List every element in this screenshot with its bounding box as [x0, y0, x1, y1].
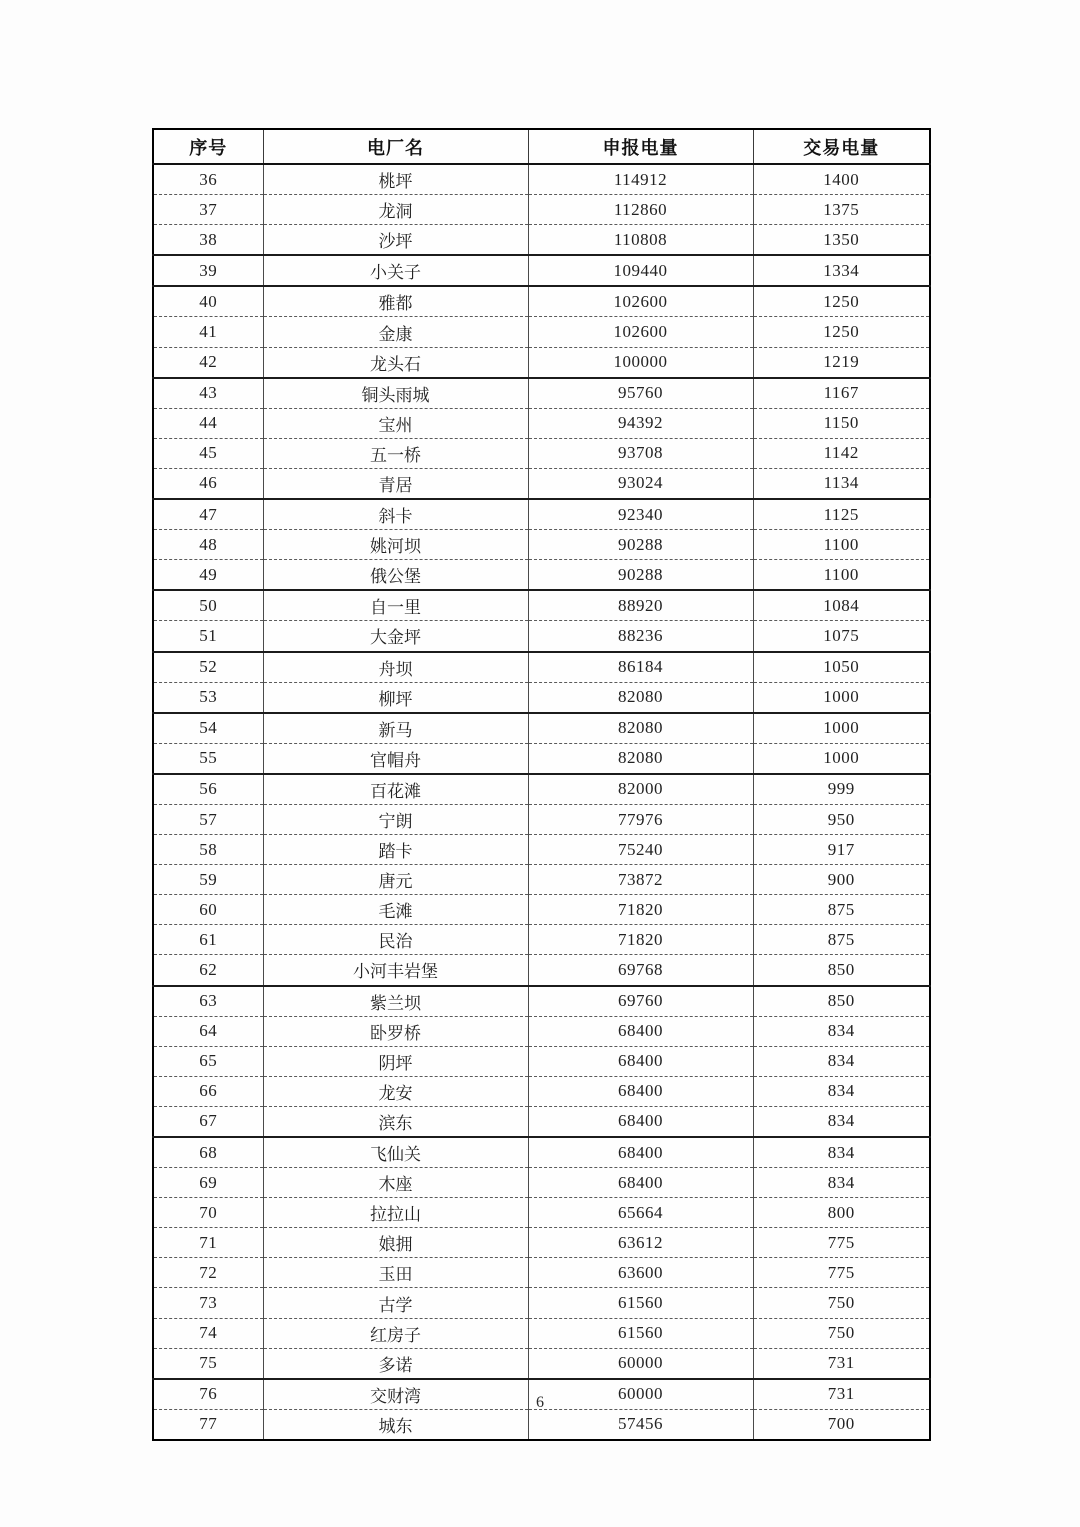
cell-index: 73	[153, 1288, 263, 1318]
cell-index: 41	[153, 317, 263, 347]
cell-index: 42	[153, 347, 263, 378]
cell-index: 57	[153, 804, 263, 834]
table-row	[153, 1076, 930, 1106]
cell-declared-energy: 57456	[528, 1409, 753, 1440]
cell-trade-energy: 800	[753, 1198, 930, 1228]
cell-trade-energy: 834	[753, 1168, 930, 1198]
cell-trade-energy: 1250	[753, 317, 930, 347]
cell-trade-energy: 1000	[753, 743, 930, 774]
cell-plant-name: 毛滩	[263, 895, 528, 925]
cell-declared-energy: 93024	[528, 468, 753, 499]
cell-plant-name: 飞仙关	[263, 1137, 528, 1168]
cell-declared-energy: 90288	[528, 530, 753, 560]
cell-trade-energy: 917	[753, 835, 930, 865]
table-row	[153, 317, 930, 347]
cell-plant-name: 龙洞	[263, 195, 528, 225]
cell-trade-energy: 1334	[753, 255, 930, 286]
cell-declared-energy: 71820	[528, 925, 753, 955]
cell-index: 53	[153, 682, 263, 713]
cell-declared-energy: 86184	[528, 652, 753, 683]
table-row	[153, 1046, 930, 1076]
cell-trade-energy: 1125	[753, 499, 930, 530]
table-row	[153, 286, 930, 317]
cell-declared-energy: 109440	[528, 255, 753, 286]
cell-trade-energy: 700	[753, 1409, 930, 1440]
cell-index: 38	[153, 225, 263, 256]
power-plant-table	[152, 128, 931, 1441]
table-row	[153, 1348, 930, 1379]
table-row	[153, 560, 930, 591]
cell-declared-energy: 93708	[528, 438, 753, 468]
table-row	[153, 164, 930, 195]
cell-trade-energy: 999	[753, 774, 930, 805]
cell-plant-name: 青居	[263, 468, 528, 499]
cell-index: 58	[153, 835, 263, 865]
cell-declared-energy: 112860	[528, 195, 753, 225]
cell-index: 52	[153, 652, 263, 683]
cell-declared-energy: 82080	[528, 682, 753, 713]
cell-declared-energy: 68400	[528, 1106, 753, 1137]
cell-trade-energy: 1100	[753, 560, 930, 591]
cell-trade-energy: 1075	[753, 621, 930, 652]
cell-declared-energy: 92340	[528, 499, 753, 530]
cell-index: 74	[153, 1318, 263, 1348]
table-row	[153, 1137, 930, 1168]
cell-plant-name: 自一里	[263, 590, 528, 621]
table-body	[153, 164, 930, 1440]
cell-plant-name: 踏卡	[263, 835, 528, 865]
cell-plant-name: 官帽舟	[263, 743, 528, 774]
cell-index: 47	[153, 499, 263, 530]
cell-index: 48	[153, 530, 263, 560]
column-header-trade: 交易电量	[753, 129, 930, 164]
cell-index: 59	[153, 865, 263, 895]
cell-trade-energy: 1134	[753, 468, 930, 499]
cell-plant-name: 舟坝	[263, 652, 528, 683]
cell-plant-name: 百花滩	[263, 774, 528, 805]
table-header-row	[153, 129, 930, 164]
table-row	[153, 835, 930, 865]
table-row	[153, 1228, 930, 1258]
cell-declared-energy: 82000	[528, 774, 753, 805]
cell-declared-energy: 88236	[528, 621, 753, 652]
cell-plant-name: 民治	[263, 925, 528, 955]
cell-plant-name: 多诺	[263, 1348, 528, 1379]
table-row	[153, 652, 930, 683]
cell-index: 68	[153, 1137, 263, 1168]
cell-declared-energy: 68400	[528, 1016, 753, 1046]
cell-trade-energy: 1000	[753, 682, 930, 713]
cell-index: 49	[153, 560, 263, 591]
cell-index: 67	[153, 1106, 263, 1137]
cell-trade-energy: 750	[753, 1288, 930, 1318]
cell-trade-energy: 1350	[753, 225, 930, 256]
table-row	[153, 1318, 930, 1348]
cell-declared-energy: 68400	[528, 1137, 753, 1168]
cell-trade-energy: 834	[753, 1076, 930, 1106]
table-row	[153, 590, 930, 621]
cell-trade-energy: 1250	[753, 286, 930, 317]
cell-index: 66	[153, 1076, 263, 1106]
cell-trade-energy: 731	[753, 1348, 930, 1379]
cell-trade-energy: 1400	[753, 164, 930, 195]
table-row	[153, 682, 930, 713]
cell-index: 70	[153, 1198, 263, 1228]
table-row	[153, 925, 930, 955]
table-row	[153, 408, 930, 438]
table-row	[153, 955, 930, 986]
table-row	[153, 1106, 930, 1137]
cell-plant-name: 阴坪	[263, 1046, 528, 1076]
cell-index: 54	[153, 713, 263, 744]
cell-index: 60	[153, 895, 263, 925]
cell-declared-energy: 63612	[528, 1228, 753, 1258]
cell-index: 65	[153, 1046, 263, 1076]
cell-declared-energy: 88920	[528, 590, 753, 621]
cell-plant-name: 小关子	[263, 255, 528, 286]
table-row	[153, 743, 930, 774]
cell-trade-energy: 834	[753, 1137, 930, 1168]
cell-index: 64	[153, 1016, 263, 1046]
cell-trade-energy: 731	[753, 1379, 930, 1410]
cell-trade-energy: 834	[753, 1016, 930, 1046]
cell-plant-name: 龙安	[263, 1076, 528, 1106]
cell-trade-energy: 850	[753, 955, 930, 986]
cell-declared-energy: 90288	[528, 560, 753, 591]
cell-index: 43	[153, 378, 263, 409]
table-header	[153, 129, 930, 164]
cell-index: 63	[153, 986, 263, 1017]
cell-declared-energy: 65664	[528, 1198, 753, 1228]
cell-trade-energy: 834	[753, 1046, 930, 1076]
cell-declared-energy: 102600	[528, 286, 753, 317]
cell-trade-energy: 900	[753, 865, 930, 895]
cell-plant-name: 红房子	[263, 1318, 528, 1348]
cell-plant-name: 娘拥	[263, 1228, 528, 1258]
cell-plant-name: 金康	[263, 317, 528, 347]
cell-plant-name: 宁朗	[263, 804, 528, 834]
cell-plant-name: 宝州	[263, 408, 528, 438]
cell-plant-name: 紫兰坝	[263, 986, 528, 1017]
cell-trade-energy: 1219	[753, 347, 930, 378]
table-row	[153, 1198, 930, 1228]
column-header-index: 序号	[153, 129, 263, 164]
cell-trade-energy: 1142	[753, 438, 930, 468]
cell-plant-name: 拉拉山	[263, 1198, 528, 1228]
table-row	[153, 1258, 930, 1288]
table-row	[153, 774, 930, 805]
table-row	[153, 865, 930, 895]
cell-index: 45	[153, 438, 263, 468]
cell-plant-name: 五一桥	[263, 438, 528, 468]
cell-declared-energy: 110808	[528, 225, 753, 256]
table-row	[153, 1288, 930, 1318]
cell-plant-name: 古学	[263, 1288, 528, 1318]
cell-declared-energy: 77976	[528, 804, 753, 834]
cell-trade-energy: 850	[753, 986, 930, 1017]
cell-index: 50	[153, 590, 263, 621]
cell-index: 76	[153, 1379, 263, 1410]
cell-declared-energy: 114912	[528, 164, 753, 195]
cell-declared-energy: 69760	[528, 986, 753, 1017]
cell-declared-energy: 60000	[528, 1348, 753, 1379]
cell-index: 61	[153, 925, 263, 955]
cell-index: 62	[153, 955, 263, 986]
cell-trade-energy: 1000	[753, 713, 930, 744]
cell-declared-energy: 60000	[528, 1379, 753, 1410]
cell-declared-energy: 68400	[528, 1168, 753, 1198]
cell-plant-name: 桃坪	[263, 164, 528, 195]
cell-declared-energy: 102600	[528, 317, 753, 347]
cell-trade-energy: 775	[753, 1228, 930, 1258]
cell-plant-name: 姚河坝	[263, 530, 528, 560]
cell-declared-energy: 68400	[528, 1076, 753, 1106]
cell-index: 46	[153, 468, 263, 499]
cell-plant-name: 柳坪	[263, 682, 528, 713]
cell-declared-energy: 61560	[528, 1288, 753, 1318]
table-row	[153, 986, 930, 1017]
cell-plant-name: 小河丰岩堡	[263, 955, 528, 986]
cell-plant-name: 交财湾	[263, 1379, 528, 1410]
cell-plant-name: 雅都	[263, 286, 528, 317]
cell-trade-energy: 834	[753, 1106, 930, 1137]
cell-declared-energy: 68400	[528, 1046, 753, 1076]
table-row	[153, 438, 930, 468]
cell-declared-energy: 82080	[528, 713, 753, 744]
cell-declared-energy: 100000	[528, 347, 753, 378]
cell-plant-name: 玉田	[263, 1258, 528, 1288]
table-row	[153, 255, 930, 286]
column-header-plant: 电厂名	[263, 129, 528, 164]
cell-trade-energy: 1084	[753, 590, 930, 621]
cell-declared-energy: 95760	[528, 378, 753, 409]
cell-plant-name: 大金坪	[263, 621, 528, 652]
cell-plant-name: 龙头石	[263, 347, 528, 378]
cell-index: 51	[153, 621, 263, 652]
cell-index: 37	[153, 195, 263, 225]
table-row	[153, 804, 930, 834]
cell-index: 40	[153, 286, 263, 317]
cell-trade-energy: 1100	[753, 530, 930, 560]
table-row	[153, 378, 930, 409]
cell-plant-name: 新马	[263, 713, 528, 744]
cell-index: 75	[153, 1348, 263, 1379]
cell-trade-energy: 875	[753, 895, 930, 925]
cell-plant-name: 俄公堡	[263, 560, 528, 591]
table-row	[153, 225, 930, 256]
cell-index: 55	[153, 743, 263, 774]
cell-trade-energy: 875	[753, 925, 930, 955]
cell-index: 36	[153, 164, 263, 195]
cell-plant-name: 唐元	[263, 865, 528, 895]
cell-trade-energy: 950	[753, 804, 930, 834]
table-row	[153, 347, 930, 378]
cell-trade-energy: 1167	[753, 378, 930, 409]
cell-trade-energy: 750	[753, 1318, 930, 1348]
cell-plant-name: 铜头雨城	[263, 378, 528, 409]
table-row	[153, 895, 930, 925]
page-number: 6	[536, 1394, 544, 1411]
cell-trade-energy: 1050	[753, 652, 930, 683]
table-row	[153, 530, 930, 560]
table-row	[153, 1168, 930, 1198]
table-row	[153, 1016, 930, 1046]
table-row	[153, 468, 930, 499]
table-row	[153, 713, 930, 744]
cell-declared-energy: 71820	[528, 895, 753, 925]
cell-declared-energy: 75240	[528, 835, 753, 865]
cell-trade-energy: 1150	[753, 408, 930, 438]
table-row	[153, 499, 930, 530]
table-row	[153, 195, 930, 225]
cell-plant-name: 斜卡	[263, 499, 528, 530]
cell-index: 72	[153, 1258, 263, 1288]
cell-plant-name: 木座	[263, 1168, 528, 1198]
cell-plant-name: 沙坪	[263, 225, 528, 256]
column-header-declared: 申报电量	[528, 129, 753, 164]
cell-plant-name: 卧罗桥	[263, 1016, 528, 1046]
cell-index: 69	[153, 1168, 263, 1198]
cell-index: 44	[153, 408, 263, 438]
cell-plant-name: 城东	[263, 1409, 528, 1440]
cell-declared-energy: 63600	[528, 1258, 753, 1288]
table-row	[153, 1409, 930, 1440]
cell-index: 71	[153, 1228, 263, 1258]
cell-index: 77	[153, 1409, 263, 1440]
cell-declared-energy: 82080	[528, 743, 753, 774]
cell-declared-energy: 94392	[528, 408, 753, 438]
cell-trade-energy: 775	[753, 1258, 930, 1288]
cell-trade-energy: 1375	[753, 195, 930, 225]
cell-declared-energy: 73872	[528, 865, 753, 895]
table-row	[153, 621, 930, 652]
cell-plant-name: 滨东	[263, 1106, 528, 1137]
cell-index: 39	[153, 255, 263, 286]
cell-declared-energy: 69768	[528, 955, 753, 986]
cell-index: 56	[153, 774, 263, 805]
cell-declared-energy: 61560	[528, 1318, 753, 1348]
